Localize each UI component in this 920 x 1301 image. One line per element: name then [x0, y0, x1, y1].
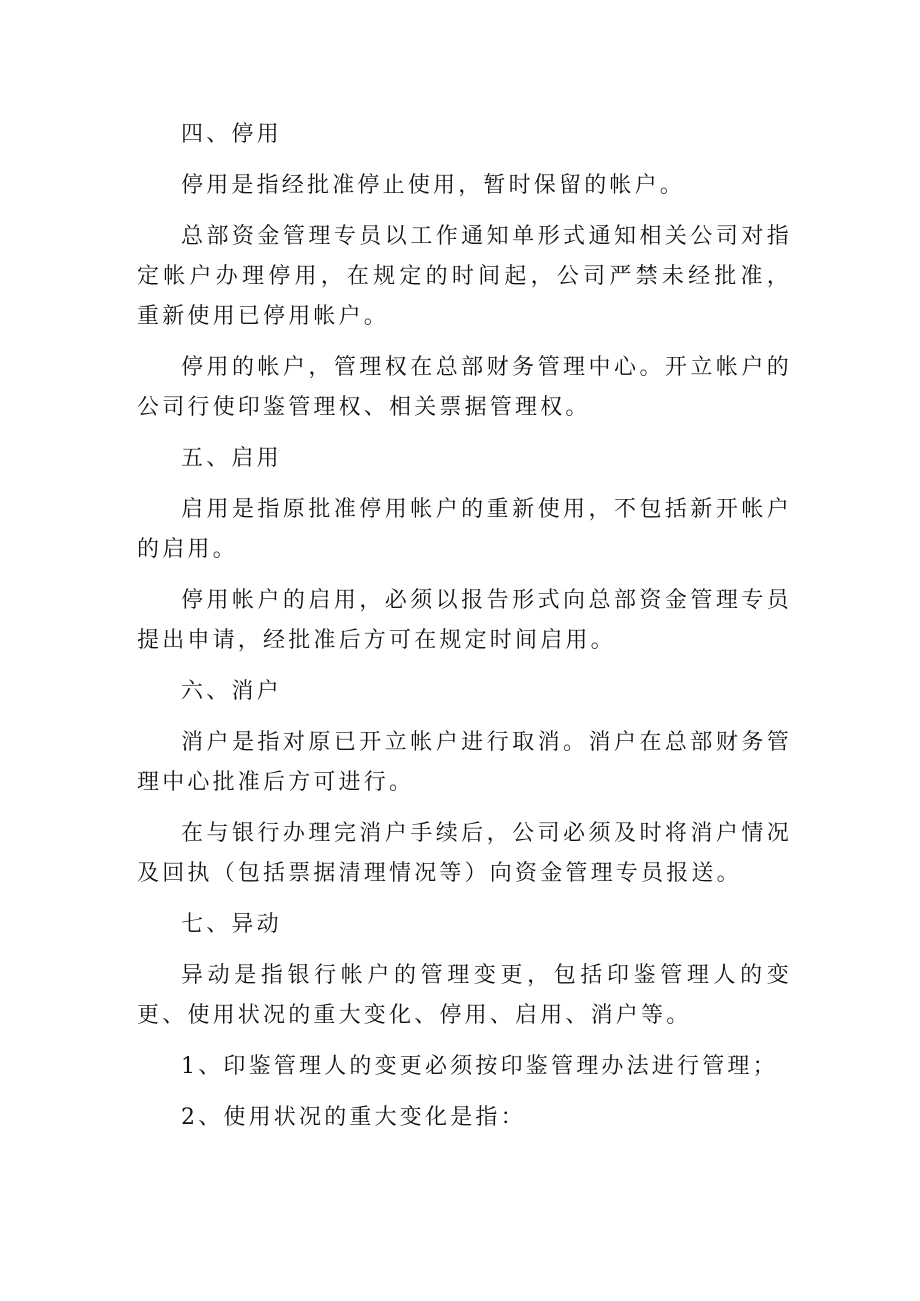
paragraph: 启用是指原批准停用帐户的重新使用，不包括新开帐户的启用。	[137, 497, 792, 562]
paragraph: 停用帐户的启用，必须以报告形式向总部资金管理专员提出申请，经批准后方可在规定时间启用。	[137, 588, 792, 653]
paragraph: 异动是指银行帐户的管理变更，包括印鉴管理人的变更、使用状况的重大变化、停用、启用、消户等。	[137, 963, 792, 1028]
paragraph: 在与银行办理完消户手续后，公司必须及时将消户情况及回执（包括票据清理情况等）向资金管理专员报送。	[137, 821, 792, 886]
section-heading-reactivate: 五、启用	[181, 446, 282, 471]
section-heading-suspend: 四、停用	[181, 122, 282, 147]
section-heading-change: 七、异动	[181, 912, 282, 937]
section-heading-close-account: 六、消户	[181, 679, 282, 704]
document-body	[137, 115, 792, 1149]
paragraph: 停用是指经批准停止使用，暂时保留的帐户。	[181, 173, 686, 198]
list-item: 2、使用状况的重大变化是指：	[181, 1105, 526, 1130]
paragraph: 停用的帐户，管理权在总部财务管理中心。开立帐户的公司行使印鉴管理权、相关票据管理权。	[137, 355, 792, 420]
list-item: 1、印鉴管理人的变更必须按印鉴管理办法进行管理；	[181, 1054, 778, 1079]
paragraph: 总部资金管理专员以工作通知单形式通知相关公司对指定帐户办理停用，在规定的时间起，公司严禁未经批准，重新使用已停用帐户。	[137, 224, 792, 329]
paragraph: 消户是指对原已开立帐户进行取消。消户在总部财务管理中心批准后方可进行。	[137, 730, 792, 795]
